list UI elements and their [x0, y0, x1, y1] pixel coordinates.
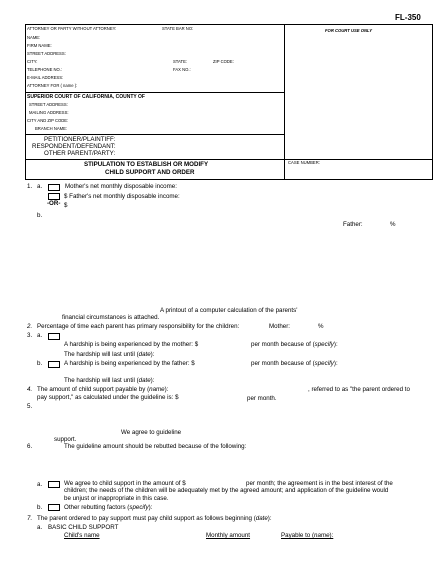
court-title: SUPERIOR COURT OF CALIFORNIA, COUNTY OF — [27, 94, 145, 100]
item-6a-rest: per month; the agreement is in the best interest of the — [246, 480, 393, 487]
item-2-percent: % — [318, 323, 324, 330]
firm-label: FIRM NAME: — [27, 43, 52, 48]
court-use-label: FOR COURT USE ONLY — [325, 28, 373, 33]
attorney-label: ATTORNEY OR PARTY WITHOUT ATTORNEY: — [27, 26, 117, 31]
col-childs-name: Child's name — [64, 532, 100, 539]
mother-income-checkbox[interactable] — [48, 184, 60, 191]
printout-line1: A printout of a computer calculation of the parents' — [160, 307, 298, 314]
agree-child-support-checkbox[interactable] — [48, 481, 60, 488]
item-2-mother: Mother: — [269, 323, 290, 330]
fax-label: FAX NO.: — [173, 67, 191, 72]
item-4-number: 4. — [27, 386, 33, 393]
item-6a-line2: children; the needs of the children will be adequately met by the agreed amount; and application of the guideline would — [64, 487, 389, 494]
mother-hardship-text: A hardship is being experienced by the mother: $ — [64, 341, 199, 348]
item-2-number: 2. — [27, 323, 33, 330]
respondent-label: RESPONDENT/DEFENDANT: — [32, 143, 116, 150]
father-label: Father: — [343, 221, 363, 228]
item-1b-letter: b. — [37, 212, 43, 219]
state-bar-label: STATE BAR NO: — [162, 26, 194, 31]
father-income-checkbox[interactable] — [48, 193, 60, 200]
attorney-for-label: ATTORNEY FOR ( name ): — [27, 83, 78, 88]
item-1a-letter: a. — [37, 183, 43, 190]
father-hardship-last: The hardship will last until (date): — [64, 377, 155, 384]
col-monthly-amount: Monthly amount — [206, 532, 251, 539]
state-label: STATE: — [173, 59, 188, 64]
court-branch-label: BRANCH NAME: — [35, 126, 68, 131]
doc-title-line1: STIPULATION TO ESTABLISH OR MODIFY — [84, 161, 209, 168]
mother-income-label: Mother's net monthly disposable income: — [65, 183, 177, 190]
item-6b-text: Other rebutting factors (specify): — [64, 504, 153, 511]
dollar-sign: $ — [64, 202, 68, 209]
item-5-support: support. — [54, 436, 77, 443]
other-rebutting-checkbox[interactable] — [48, 504, 60, 511]
mother-hardship-checkbox[interactable] — [48, 333, 60, 340]
father-percent-sign: % — [390, 221, 396, 228]
item-6-number: 6. — [27, 443, 33, 450]
item-5-number: 5. — [27, 403, 33, 410]
mother-hardship-per: per month because of (specify): — [251, 341, 338, 348]
father-hardship-per: per month because of (specify): — [251, 360, 338, 367]
item-2-text: Percentage of time each parent has primary responsibility for the children: — [37, 323, 240, 330]
email-label: E-MAIL ADDRESS: — [27, 75, 64, 80]
item-3a-letter: a. — [37, 332, 43, 339]
item-3b-letter: b. — [37, 360, 43, 367]
mother-hardship-last: The hardship will last until (date): — [64, 351, 155, 358]
item-4-line2: pay support," as calculated under the guideline is: $ — [37, 394, 179, 401]
court-city-label: CITY AND ZIP CODE: — [27, 118, 69, 123]
other-party-label: OTHER PARENT/PARTY: — [44, 150, 116, 157]
tel-label: TELEPHONE NO.: — [27, 67, 63, 72]
item-6a-text: We agree to child support in the amount of $ — [64, 480, 186, 487]
item-4-referred: , referred to as "the parent ordered to — [308, 386, 410, 393]
street-label: STREET ADDRESS: — [27, 51, 66, 56]
item-6b-letter: b. — [37, 504, 43, 511]
item-4-per-month: per month. — [247, 395, 277, 402]
court-street-label: STREET ADDRESS: — [29, 102, 68, 107]
item-3-number: 3. — [27, 332, 33, 339]
case-number-label: CASE NUMBER: — [288, 160, 320, 165]
item-7a-letter: a. — [37, 524, 43, 531]
name-label: NAME: — [27, 35, 41, 40]
item-7a-text: BASIC CHILD SUPPORT — [48, 524, 119, 531]
court-mailing-label: MAILING ADDRESS: — [29, 110, 69, 115]
city-label: CITY: — [27, 59, 38, 64]
item-6-text: The guideline amount should be rebutted because of the following: — [64, 443, 247, 450]
or-label: -OR- — [47, 200, 61, 207]
item-5-agree: We agree to guideline — [121, 429, 182, 436]
item-6a-line3: be unjust or inappropriate in this case. — [64, 495, 169, 502]
col-payable-to: Payable to (name): — [281, 532, 334, 539]
item-1-number: 1. — [27, 183, 33, 190]
zip-label: ZIP CODE: — [213, 59, 234, 64]
item-7-number: 7. — [27, 515, 33, 522]
father-income-label: $ Father's net monthly disposable income: — [64, 193, 180, 200]
father-hardship-text: A hardship is being experienced by the father: $ — [64, 360, 195, 367]
doc-title-line2: CHILD SUPPORT AND ORDER — [105, 169, 195, 176]
father-hardship-checkbox[interactable] — [48, 361, 60, 368]
item-6a-letter: a. — [37, 481, 43, 488]
printout-line2: financial circumstances is attached. — [62, 314, 160, 321]
petitioner-label: PETITIONER/PLAINTIFF: — [44, 136, 116, 143]
item-4-text: The amount of child support payable by (name): — [37, 386, 169, 393]
item-7-text: The parent ordered to pay support must pay child support as follows beginning (date): — [37, 515, 272, 522]
form-id: FL-350 — [395, 13, 421, 22]
